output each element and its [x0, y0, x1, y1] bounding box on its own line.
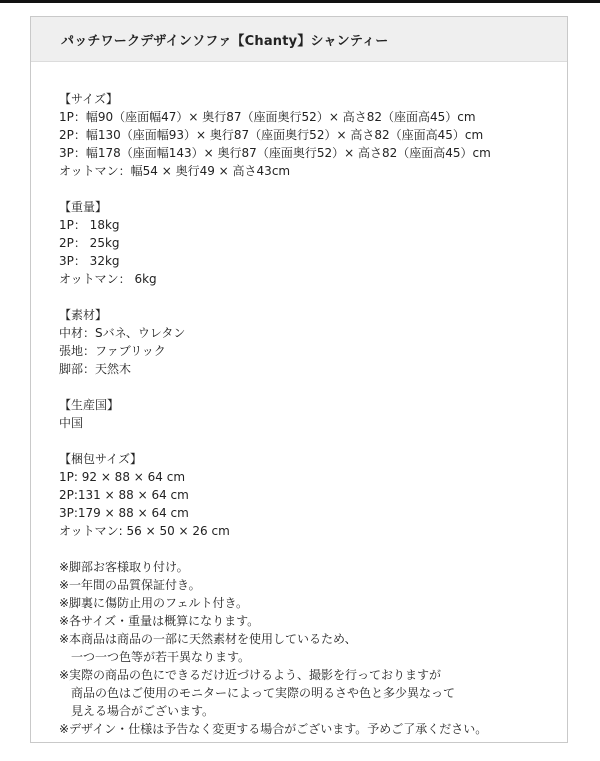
product-title: パッチワークデザインソファ【Chanty】シャンティー [61, 33, 389, 49]
note-line: ※各サイズ・重量は概算になります。 [59, 614, 260, 628]
spec-line: オットマン: 56 × 50 × 26 cm [59, 524, 230, 538]
section-heading: 【重量】 [59, 200, 108, 214]
note-line: ※脚部お客様取り付け。 [59, 560, 189, 574]
note-line: ※実際の商品の色にできるだけ近づけるよう、撮影を行っておりますが [59, 668, 442, 682]
spec-line: オットマン：幅54 × 奥行49 × 高さ43cm [59, 164, 291, 178]
spec-line: 2P：幅130（座面幅93）× 奥行87（座面奥行52）× 高さ82（座面高45）cm [59, 128, 484, 142]
spec-line: 1P： 18kg [59, 218, 120, 232]
section-origin [59, 396, 567, 432]
spec-line: 3P:179 × 88 × 64 cm [59, 506, 189, 520]
spec-line: 脚部：天然木 [59, 362, 132, 376]
section-material [59, 306, 567, 378]
note-line: ※脚裏に傷防止用のフェルト付き。 [59, 596, 248, 610]
section-heading: 【素材】 [59, 308, 108, 322]
spec-line: 中材：Sバネ、ウレタン [59, 326, 186, 340]
section-weight [59, 198, 567, 288]
spec-line: オットマン： 6kg [59, 272, 157, 286]
section-heading: 【サイズ】 [59, 92, 119, 106]
note-line: ※一年間の品質保証付き。 [59, 578, 201, 592]
spec-line: 2P： 25kg [59, 236, 120, 250]
note-line: ※デザイン・仕様は予告なく変更する場合がございます。予めご了承ください。 [59, 722, 488, 736]
section-package-size [59, 450, 567, 540]
note-line: 一つ一つ色等が若干異なります。 [71, 650, 251, 664]
section-heading: 【生産国】 [59, 398, 120, 412]
section-heading: 【梱包サイズ】 [59, 452, 143, 466]
spec-line: 中国 [59, 416, 84, 430]
spec-line: 3P：幅178（座面幅143）× 奥行87（座面奥行52）× 高さ82（座面高45）cm [59, 146, 491, 160]
spec-line: 1P：幅90（座面幅47）× 奥行87（座面奥行52）× 高さ82（座面高45）cm [59, 110, 476, 124]
top-rule [0, 0, 600, 3]
section-size [59, 90, 567, 180]
spec-line: 3P： 32kg [59, 254, 120, 268]
note-line: 商品の色はご使用のモニターによって実際の明るさや色と多少異なって [71, 686, 456, 700]
spec-line: 張地：ファブリック [59, 344, 166, 358]
card-body [31, 62, 567, 738]
spec-line: 2P:131 × 88 × 64 cm [59, 488, 189, 502]
spec-line: 1P: 92 × 88 × 64 cm [59, 470, 186, 484]
spec-card [30, 16, 568, 743]
note-line: ※本商品は商品の一部に天然素材を使用しているため、 [59, 632, 357, 646]
card-header [31, 17, 567, 62]
note-line: 見える場合がございます。 [71, 704, 215, 718]
section-notes [59, 558, 567, 738]
